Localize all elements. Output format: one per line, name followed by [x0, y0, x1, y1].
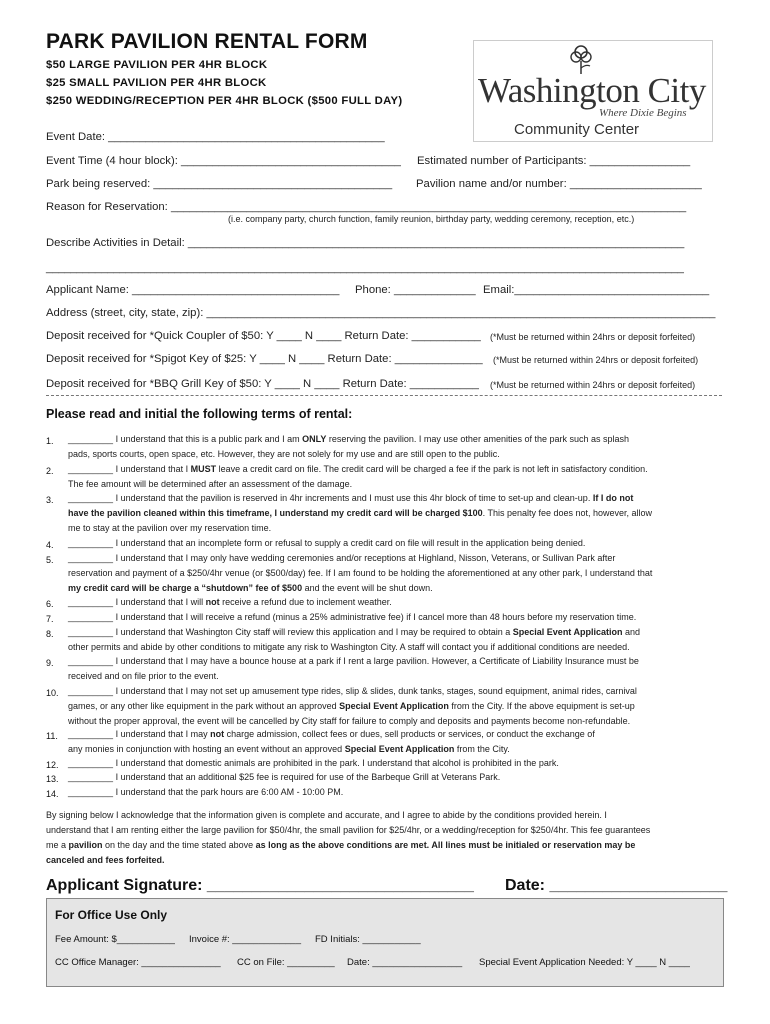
term-1: _________ I understand that this is a public park and I am ONLY reserving the pavilion. I may use other amenities of the park such as splash pads, sports courts, open space, etc. However, they are not solely for my use and are still open to the public. [68, 434, 630, 459]
term-number: 9. [46, 658, 54, 668]
initial-blank[interactable]: _________ [68, 493, 114, 503]
initial-blank[interactable]: _________ [68, 434, 114, 444]
acknowledgement-line: me a pavilion on the day and the time stated above as long as the above conditions are met. All lines must be initialed or reservation may be [46, 840, 636, 850]
acknowledgement-line: canceled and fees forfeited. [46, 855, 165, 865]
deposit-spigot-key[interactable]: Deposit received for *Spigot Key of $25: Y ____ N ____ Return Date: ______________ [46, 353, 483, 365]
initial-blank[interactable]: _________ [68, 612, 114, 622]
cc-office-manager-field[interactable]: CC Office Manager: _______________ [55, 957, 221, 968]
washington-city-logo [473, 40, 713, 142]
cc-on-file-field[interactable]: CC on File: _________ [237, 957, 335, 968]
initial-blank[interactable]: _________ [68, 787, 114, 797]
initial-blank[interactable]: _________ [68, 729, 114, 739]
describe-field[interactable]: Describe Activities in Detail: _______________________________________________________________________________ [46, 237, 685, 249]
term-6: _________ I understand that I will not receive a refund due to inclement weather. [68, 597, 392, 607]
term-3: _________ I understand that the pavilion is reserved in 4hr increments and I must use this 4hr block of time to set-up and clean-up. If I do not have the pavilion cleaned within this timeframe, I understand my credit card will be charged $100. This penalty fee does not, however, allow me to stay at the pavilion over my reservation time. [68, 493, 653, 533]
term-10: _________ I understand that I may not set up amusement type rides, slip & slides, dunk tanks, stages, sound equipment, animal rides, carnival games, or any other like equipment in the park without an approved Special Event Application from the City. If the above equipment is set-up without the proper approval, the event will be cancelled by City staff for failure to comply and deposits and payments become non-refundable. [68, 686, 637, 726]
deposit-note: (*Must be returned within 24hrs or deposit forfeited) [490, 332, 696, 342]
initial-blank[interactable]: _________ [68, 758, 114, 768]
office-title: For Office Use Only [55, 908, 168, 922]
event-date-field[interactable]: Event Date: ____________________________________________ [46, 131, 385, 143]
deposit-note: (*Must be returned within 24hrs or deposit forfeited) [493, 355, 699, 365]
acknowledgement-line: understand that I am renting either the large pavilion for $50/4hr, the small pavilion for $25/4hr, or a wedding/reception for $250/4hr. This fee guarantees [46, 825, 651, 835]
term-2: _________ I understand that I MUST leave a credit card on file. The credit card will be charged a fee if the park is not left in satisfactory condition. The fee amount will be determined after an assessment of the damage. [68, 464, 648, 489]
term-number: 12. [46, 760, 59, 770]
term-13: _________ I understand that an additional $25 fee is required for use of the Barbeque Grill at Veterans Park. [68, 772, 501, 782]
invoice-field[interactable]: Invoice #: _____________ [189, 934, 301, 945]
initial-blank[interactable]: _________ [68, 656, 114, 666]
initial-blank[interactable]: _________ [68, 464, 114, 474]
term-4: _________ I understand that an incomplete form or refusal to supply a credit card on file will result in the application being denied. [68, 538, 586, 548]
term-number: 10. [46, 688, 59, 698]
deposit-bbq-grill-key[interactable]: Deposit received for *BBQ Grill Key of $50: Y ____ N ____ Return Date: ___________ [46, 378, 479, 390]
term-number: 14. [46, 789, 59, 799]
term-number: 7. [46, 614, 54, 624]
office-date-field[interactable]: Date: _________________ [347, 957, 463, 968]
signature-date-field[interactable]: Date: ____________________ [505, 877, 728, 894]
term-12: _________ I understand that domestic animals are prohibited in the park. I understand that alcohol is prohibited in the park. [68, 758, 559, 768]
initial-blank[interactable]: _________ [68, 627, 114, 637]
price-small: $25 SMALL PAVILION PER 4HR BLOCK [46, 77, 267, 89]
reason-hint: (i.e. company party, church function, family reunion, birthday party, wedding ceremony, reception, etc.) [228, 214, 635, 224]
term-number: 3. [46, 495, 54, 505]
logo-tagline: Where Dixie Begins [599, 107, 687, 119]
office-use-box [46, 898, 724, 987]
reason-field[interactable]: Reason for Reservation: __________________________________________________________________________________ [46, 201, 687, 213]
park-field[interactable]: Park being reserved: ______________________________________ [46, 178, 393, 190]
participants-field[interactable]: Estimated number of Participants: ________________ [417, 155, 691, 167]
fee-amount-field[interactable]: Fee Amount: $___________ [55, 934, 175, 945]
initial-blank[interactable]: _________ [68, 553, 114, 563]
terms-title: Please read and initial the following terms of rental: [46, 407, 353, 421]
describe-line-2[interactable]: ________________________________________________________________________________________________________ [46, 262, 684, 274]
divider [46, 395, 722, 396]
event-time-field[interactable]: Event Time (4 hour block): ___________________________________ [46, 155, 401, 167]
special-event-needed-field[interactable]: Special Event Application Needed: Y ____ N ____ [479, 957, 690, 968]
applicant-name-field[interactable]: Applicant Name: _________________________________ [46, 284, 340, 296]
deposit-quick-coupler[interactable]: Deposit received for *Quick Coupler of $50: Y ____ N ____ Return Date: ___________ [46, 330, 481, 342]
pavilion-field[interactable]: Pavilion name and/or number: _____________________ [416, 178, 702, 190]
term-number: 6. [46, 599, 54, 609]
term-8: _________ I understand that Washington City staff will review this application and I may be required to obtain a Special Event Application and other permits and abide by other conditions to mitigate any risk to Washington City. A staff will contact you if additional conditions are needed. [68, 627, 641, 652]
initial-blank[interactable]: _________ [68, 686, 114, 696]
fd-initials-field[interactable]: FD Initials: ___________ [315, 934, 421, 945]
term-9: _________ I understand that I may have a bounce house at a park if I rent a large pavilion. However, a Certificate of Liability Insurance must be received and on file prior to the event. [68, 656, 639, 681]
acknowledgement-line: By signing below I acknowledge that the information given is complete and accurate, and I agree to abide by the conditions provided herein. I [46, 810, 607, 820]
deposit-note: (*Must be returned within 24hrs or deposit forfeited) [490, 380, 696, 390]
phone-field[interactable]: Phone: _____________ [355, 284, 476, 296]
price-wedding: $250 WEDDING/RECEPTION PER 4HR BLOCK ($500 FULL DAY) [46, 95, 403, 107]
page-title: PARK PAVILION RENTAL FORM [46, 30, 368, 53]
term-number: 11. [46, 731, 58, 741]
email-field[interactable]: Email:_______________________________ [483, 284, 710, 296]
term-number: 5. [46, 555, 54, 565]
logo-text: Washington City [478, 71, 706, 110]
term-5: _________ I understand that I may only have wedding ceremonies and/or receptions at Highland, Nisson, Veterans, or Sullivan Park after reservation and payment of a $250/4hr venue (or $500/day) fee. If I am found to be holding the aforementioned at any other park, I understand that my credit card will be charge a “shutdown” fee of $500 and the event will be shut down. [68, 553, 653, 593]
logo-subtitle: Community Center [514, 121, 640, 138]
applicant-signature-field[interactable]: Applicant Signature: ______________________________ [46, 877, 474, 894]
initial-blank[interactable]: _________ [68, 772, 114, 782]
price-large: $50 LARGE PAVILION PER 4HR BLOCK [46, 59, 268, 71]
term-number: 2. [46, 466, 54, 476]
term-number: 1. [46, 436, 54, 446]
term-11: _________ I understand that I may not charge admission, collect fees or dues, sell products or services, or conduct the exchange of any monies in conjunction with hosting an event without an approved Special Event Application from the City. [68, 729, 595, 754]
term-14: _________ I understand that the park hours are 6:00 AM - 10:00 PM. [68, 787, 344, 797]
term-number: 4. [46, 540, 54, 550]
term-number: 13. [46, 774, 59, 784]
term-7: _________ I understand that I will receive a refund (minus a 25% administrative fee) if I cancel more than 48 hours before my reservation time. [68, 612, 637, 622]
initial-blank[interactable]: _________ [68, 538, 114, 548]
term-number: 8. [46, 629, 54, 639]
address-field[interactable]: Address (street, city, state, zip): _________________________________________________________________________________ [46, 307, 716, 319]
initial-blank[interactable]: _________ [68, 597, 114, 607]
